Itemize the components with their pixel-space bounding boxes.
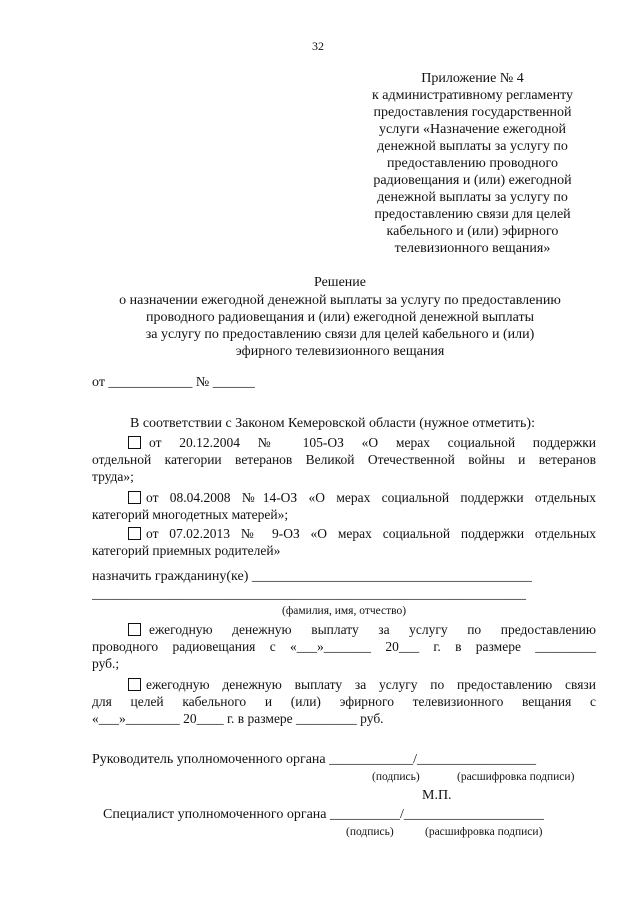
checkbox-payment-2[interactable] (128, 678, 141, 691)
payment-line (92, 621, 596, 638)
head-signature-line: Руководитель уполномоченного органа ____________/_________________ (92, 752, 537, 767)
payment-line: для целей кабельного и (или) эфирного телевизионного вещания с (92, 694, 596, 709)
law-line: категорий многодетных матерей»; (92, 507, 289, 522)
law-text: от 08.04.2008 №14-ОЗ «О мерах социальной поддержки отдельных (146, 490, 596, 505)
appendix-line: денежной выплаты за услугу по (377, 190, 568, 205)
payment-line: «___»________ 20____ г. в размере _________ руб. (92, 711, 384, 726)
payment-line: руб.; (92, 656, 120, 671)
payment-line: проводного радиовещания с «___»_______ 20___ г. в размере _________ (92, 639, 596, 654)
payment-option-1 (92, 621, 596, 672)
checkbox-law-3[interactable] (128, 527, 141, 540)
decision-title-line: проводного радиовещания и (или) ежегодной денежной выплаты (146, 310, 534, 325)
fio-blank-line: ______________________________________________________________ (92, 587, 526, 602)
checkbox-law-1[interactable] (128, 436, 141, 449)
law-line: отдельной категории ветеранов Великой Отечественной войны и ветеранов (92, 452, 596, 467)
law-option-1 (92, 434, 596, 485)
head-sign-caption: (подпись) (372, 771, 420, 783)
appendix-line: денежной выплаты за услугу по (377, 139, 568, 154)
appendix-block (355, 70, 590, 257)
page-number: 32 (312, 39, 324, 53)
appendix-line: предоставления государственной (373, 105, 572, 120)
payment-text: ежегодную денежную выплату за услугу по предоставлению (149, 622, 596, 637)
law-line (92, 434, 596, 451)
appendix-line: телевизионного вещания» (394, 241, 551, 256)
law-text: от 20.12.2004 № 105-ОЗ «О мерах социальной поддержки (149, 435, 596, 450)
law-line: труда»; (92, 469, 134, 484)
law-line (92, 489, 596, 506)
fio-caption: (фамилия, имя, отчество) (282, 605, 407, 617)
spec-sign-caption: (подпись) (346, 826, 394, 838)
spec-decode-caption: (расшифровка подписи) (425, 826, 543, 838)
decision-title (60, 274, 620, 360)
payment-line (92, 676, 596, 693)
law-option-3 (92, 525, 596, 559)
decision-title-line: за услугу по предоставлению связи для целей кабельного и (или) (145, 327, 535, 342)
law-option-2 (92, 489, 596, 523)
decision-title-line: о назначении ежегодной денежной выплаты за услугу по предоставлению (119, 293, 561, 308)
appendix-line: кабельного и (или) эфирного (386, 224, 559, 239)
law-text: от 07.02.2013 № 9-ОЗ «О мерах социальной поддержки отдельных (146, 526, 596, 541)
seal-label: М.П. (422, 788, 452, 803)
law-intro: В соответствии с Законом Кемеровской области (нужное отметить): (130, 416, 535, 431)
checkbox-law-2[interactable] (128, 491, 141, 504)
assign-citizen-line: назначить гражданину(ке) ________________________________________ (92, 569, 532, 584)
decision-title-line: эфирного телевизионного вещания (235, 344, 445, 359)
appendix-line: предоставлению проводного (387, 156, 558, 171)
appendix-line: Приложение № 4 (421, 71, 524, 86)
head-decode-caption: (расшифровка подписи) (457, 771, 575, 783)
decision-heading: Решение (313, 275, 366, 290)
appendix-line: предоставлению связи для целей (374, 207, 571, 222)
appendix-line: к административному регламенту (371, 88, 574, 103)
appendix-line: радиовещания и (или) ежегодной (373, 173, 572, 188)
law-line: категорий приемных родителей» (92, 543, 281, 558)
payment-option-2 (92, 676, 596, 727)
specialist-signature-line: Специалист уполномоченного органа __________/____________________ (103, 807, 544, 822)
date-number-line: от ____________ № ______ (92, 375, 255, 390)
appendix-line: услуги «Назначение ежегодной (379, 122, 566, 137)
payment-text: ежегодную денежную выплату за услугу по предоставлению связи (146, 677, 596, 692)
law-line (92, 525, 596, 542)
checkbox-payment-1[interactable] (128, 623, 141, 636)
